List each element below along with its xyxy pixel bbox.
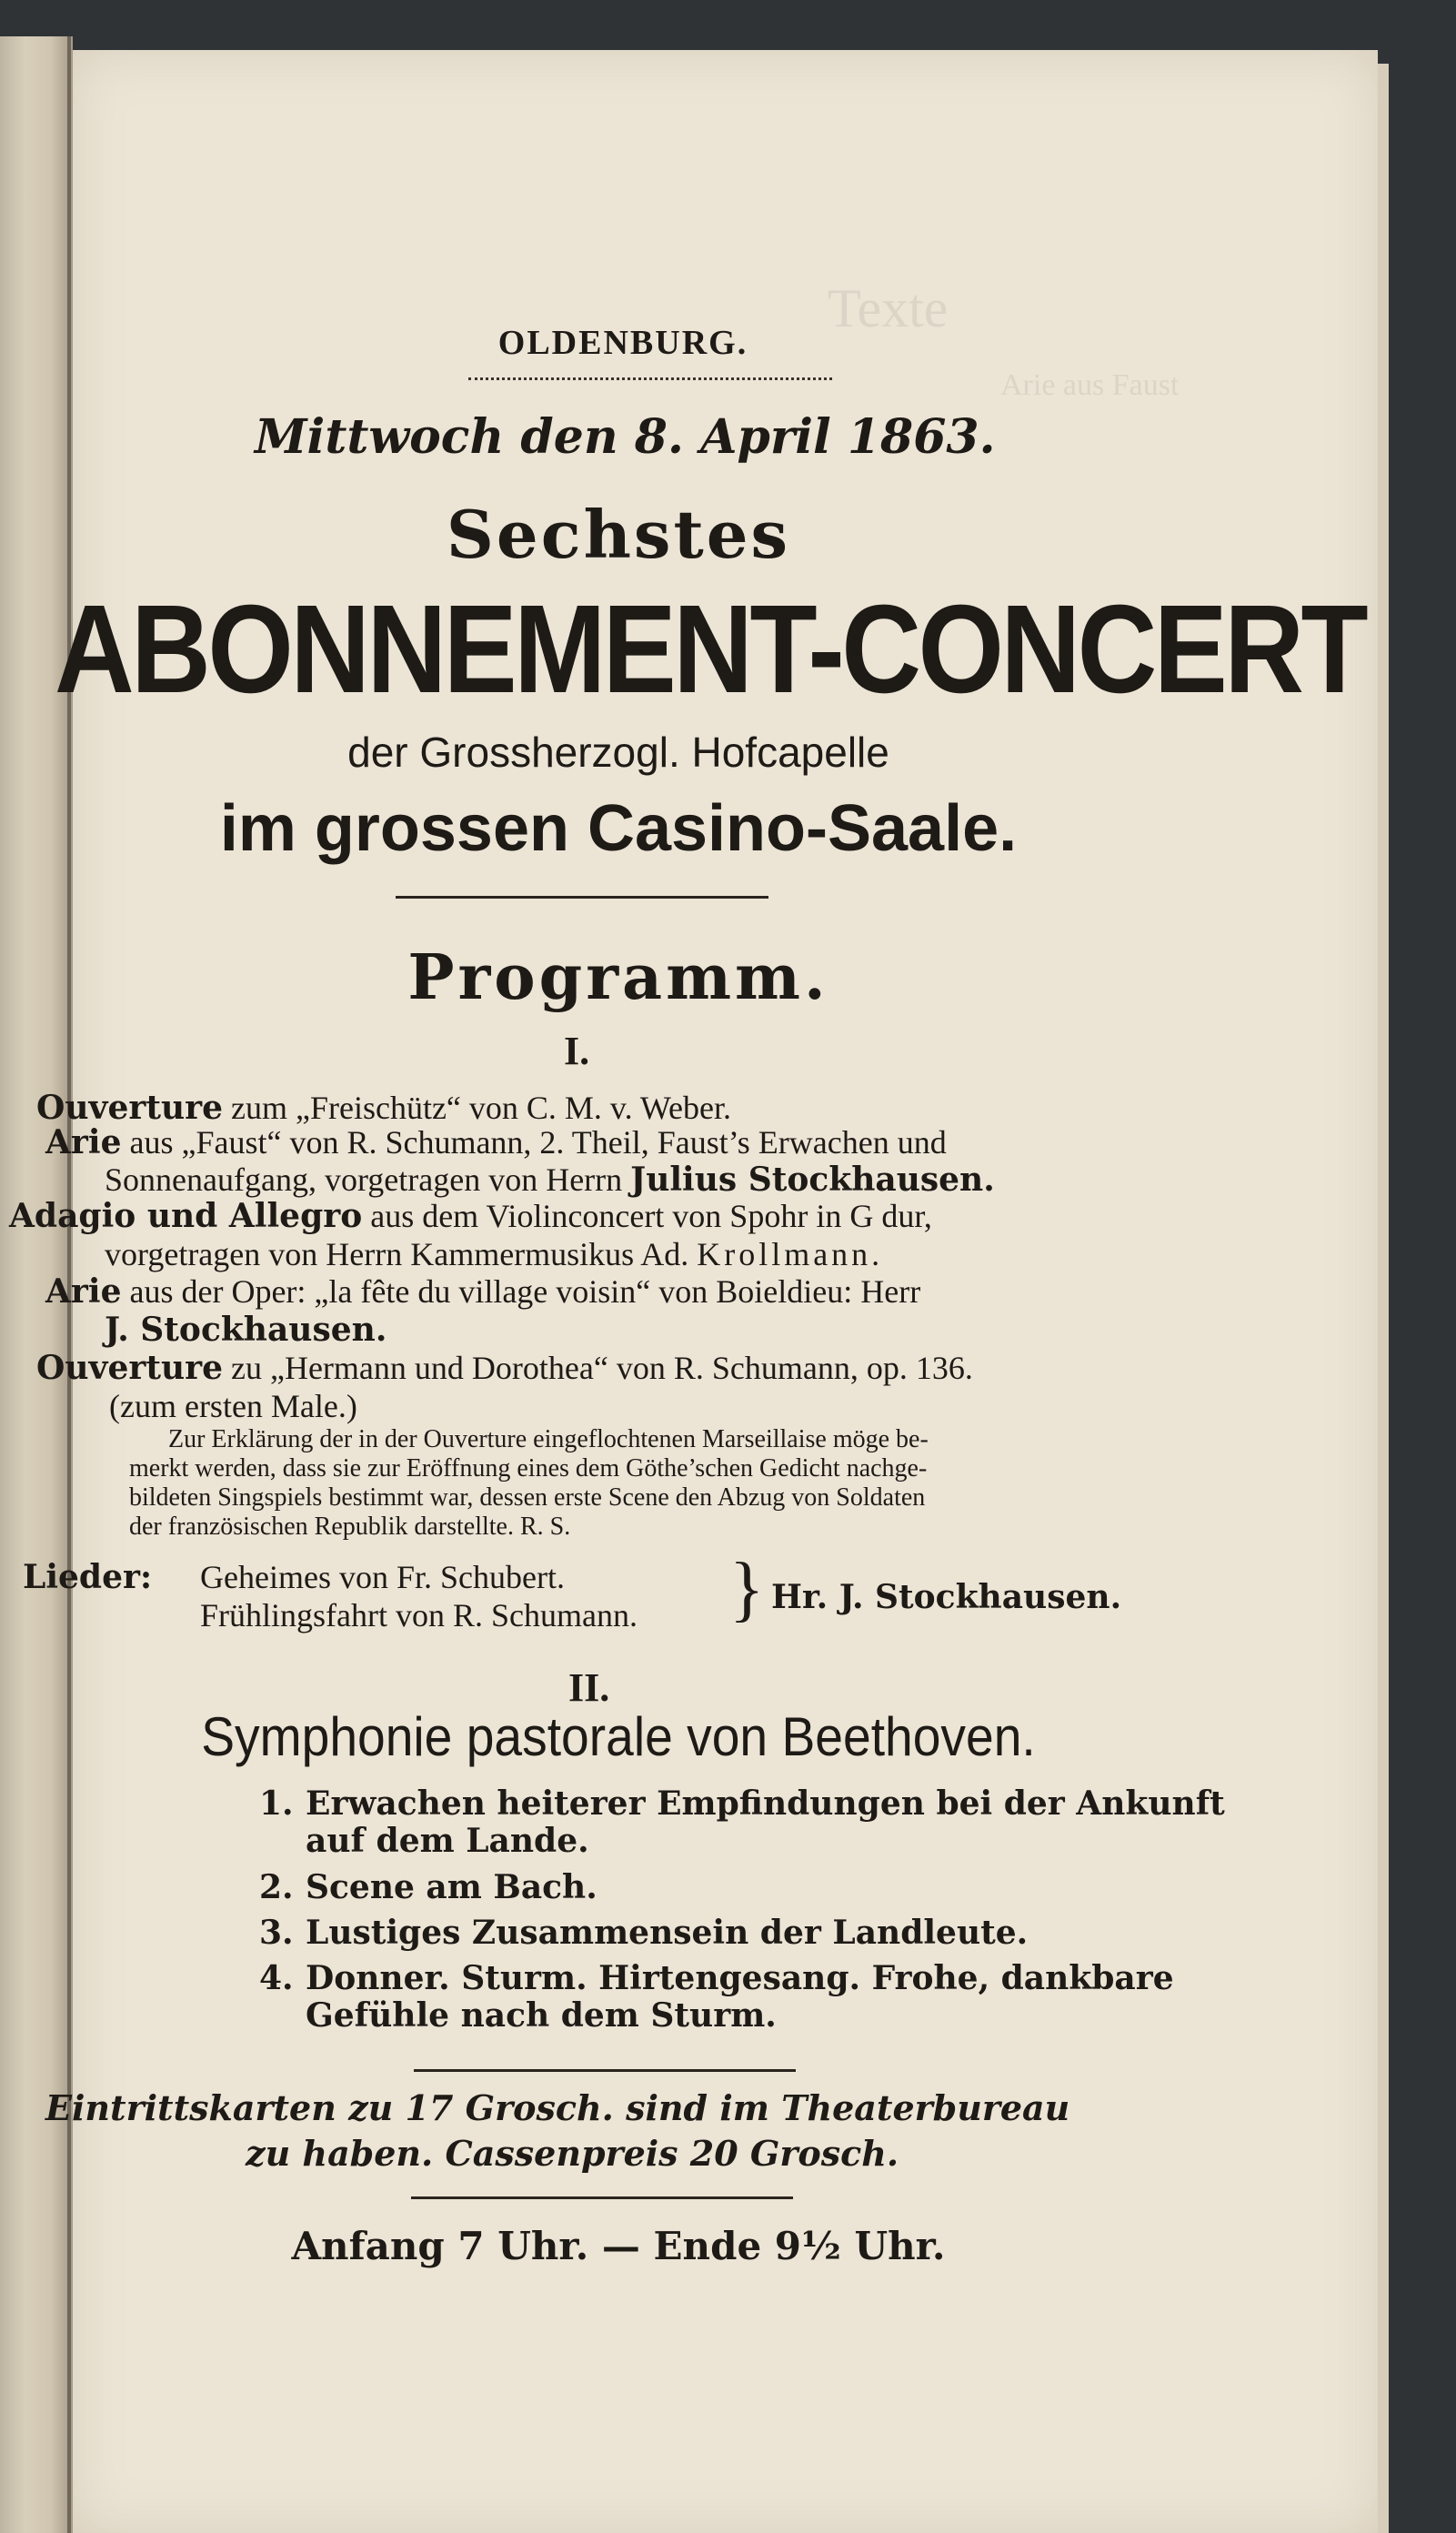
item-text: zu „Hermann und Dorothea“ von R. Schumann, op. 136. [231,1350,973,1386]
divider [414,2069,796,2072]
program-item [45,1272,920,1311]
item-text: aus der Oper: „la fête du village voisin“ von Boieldieu: Herr [129,1273,921,1310]
divider [396,896,768,899]
item-text: Sonnenaufgang, vorgetragen von Herrn [105,1161,623,1198]
performer-name: Julius Stockhausen. [630,1161,995,1199]
item-text: aus dem Violinconcert von Spohr in G dur, [370,1198,932,1234]
ticket-info: zu haben. Cassenpreis 20 Grosch. [246,2133,899,2174]
program-item [9,1197,932,1235]
program-item-continuation [105,1235,883,1273]
bleed-through: Texte [828,278,949,338]
item-lead: Lieder: [23,1558,153,1596]
lieder-lead [23,1558,152,1596]
program-item-continuation [105,1161,995,1199]
movement-number: 4. [259,1959,294,1997]
lieder-performer: Hr. J. Stockhausen. [771,1578,1122,1616]
item-text: zum „Freischütz“ von C. M. v. Weber. [231,1090,731,1126]
venue-line: im grossen Casino-Saale. [219,792,1018,865]
performer-name: Krollmann. [697,1236,884,1272]
brace-glyph: } [729,1549,765,1629]
ticket-info: Eintrittskarten zu 17 Grosch. sind im Theaterbureau [45,2087,1070,2128]
page-content [9,50,1378,2533]
footnote-line: bildeten Singspiels bestimmt war, dessen erste Scene den Abzug von Soldaten [129,1483,926,1512]
movement-text: Erwachen heiterer Empfindungen bei der Ankunft [306,1784,1225,1823]
program-item [36,1089,731,1127]
symphony-title: Symphonie pastorale von Beethoven. [201,1706,1036,1767]
orchestra-line: der Grossherzogl. Hofcapelle [347,729,889,776]
program-item-continuation [109,1387,357,1425]
footnote-line: der französischen Republik darstellte. R. S. [129,1513,571,1541]
footnote-line: merkt werden, dass sie zur Eröffnung eines dem Göthe’schen Gedicht nachge- [129,1454,928,1483]
program-item [45,1123,947,1161]
movement-text: Lustiges Zusammensein der Landleute. [306,1914,1029,1952]
lieder-song: Geheimes von Fr. Schubert. [200,1559,565,1595]
performer-name: J. Stockhausen. [105,1311,387,1349]
movement-number: 3. [259,1914,294,1952]
part-two-numeral: II. [568,1665,610,1710]
page-rim [1378,64,1389,2533]
part-one-numeral: I. [564,1029,590,1073]
bleed-through: Arie aus Faust [1000,368,1180,402]
item-lead: Adagio und Allegro [9,1197,363,1235]
divider [411,2196,793,2199]
item-lead: Ouverture [36,1089,223,1127]
item-lead: Arie [45,1272,122,1311]
footnote-line: Zur Erklärung der in der Ouverture eingeflochtenen Marseillaise möge be- [168,1425,929,1453]
program-item-continuation [105,1311,387,1349]
city-underline [468,370,832,380]
item-text: vorgetragen von Herrn Kammermusikus Ad. [105,1236,689,1272]
item-lead: Arie [45,1123,122,1161]
movement-text: Gefühle nach dem Sturm. [306,1996,777,2035]
movement-text: Scene am Bach. [306,1868,597,1906]
concert-date: Mittwoch den 8. April 1863. [255,409,996,465]
program-heading: Programm. [407,941,829,1014]
lieder-song: Frühlingsfahrt von R. Schumann. [200,1597,638,1633]
item-lead: Ouverture [36,1349,223,1387]
concert-title: ABONNEMENT-CONCERT [55,579,1366,719]
item-text: aus „Faust“ von R. Schumann, 2. Theil, Faust’s Erwachen und [129,1124,947,1161]
movement-number: 2. [259,1868,294,1906]
program-item [36,1349,973,1387]
item-text: (zum ersten Male.) [109,1388,357,1424]
movement-text: Donner. Sturm. Hirtengesang. Frohe, dankbare [306,1959,1174,1997]
concert-number: Sechstes [446,496,791,573]
concert-times: Anfang 7 Uhr. — Ende 9½ Uhr. [291,2224,946,2268]
city-heading: OLDENBURG. [497,324,748,362]
movement-number: 1. [259,1784,294,1823]
movement-text: auf dem Lande. [306,1822,589,1860]
